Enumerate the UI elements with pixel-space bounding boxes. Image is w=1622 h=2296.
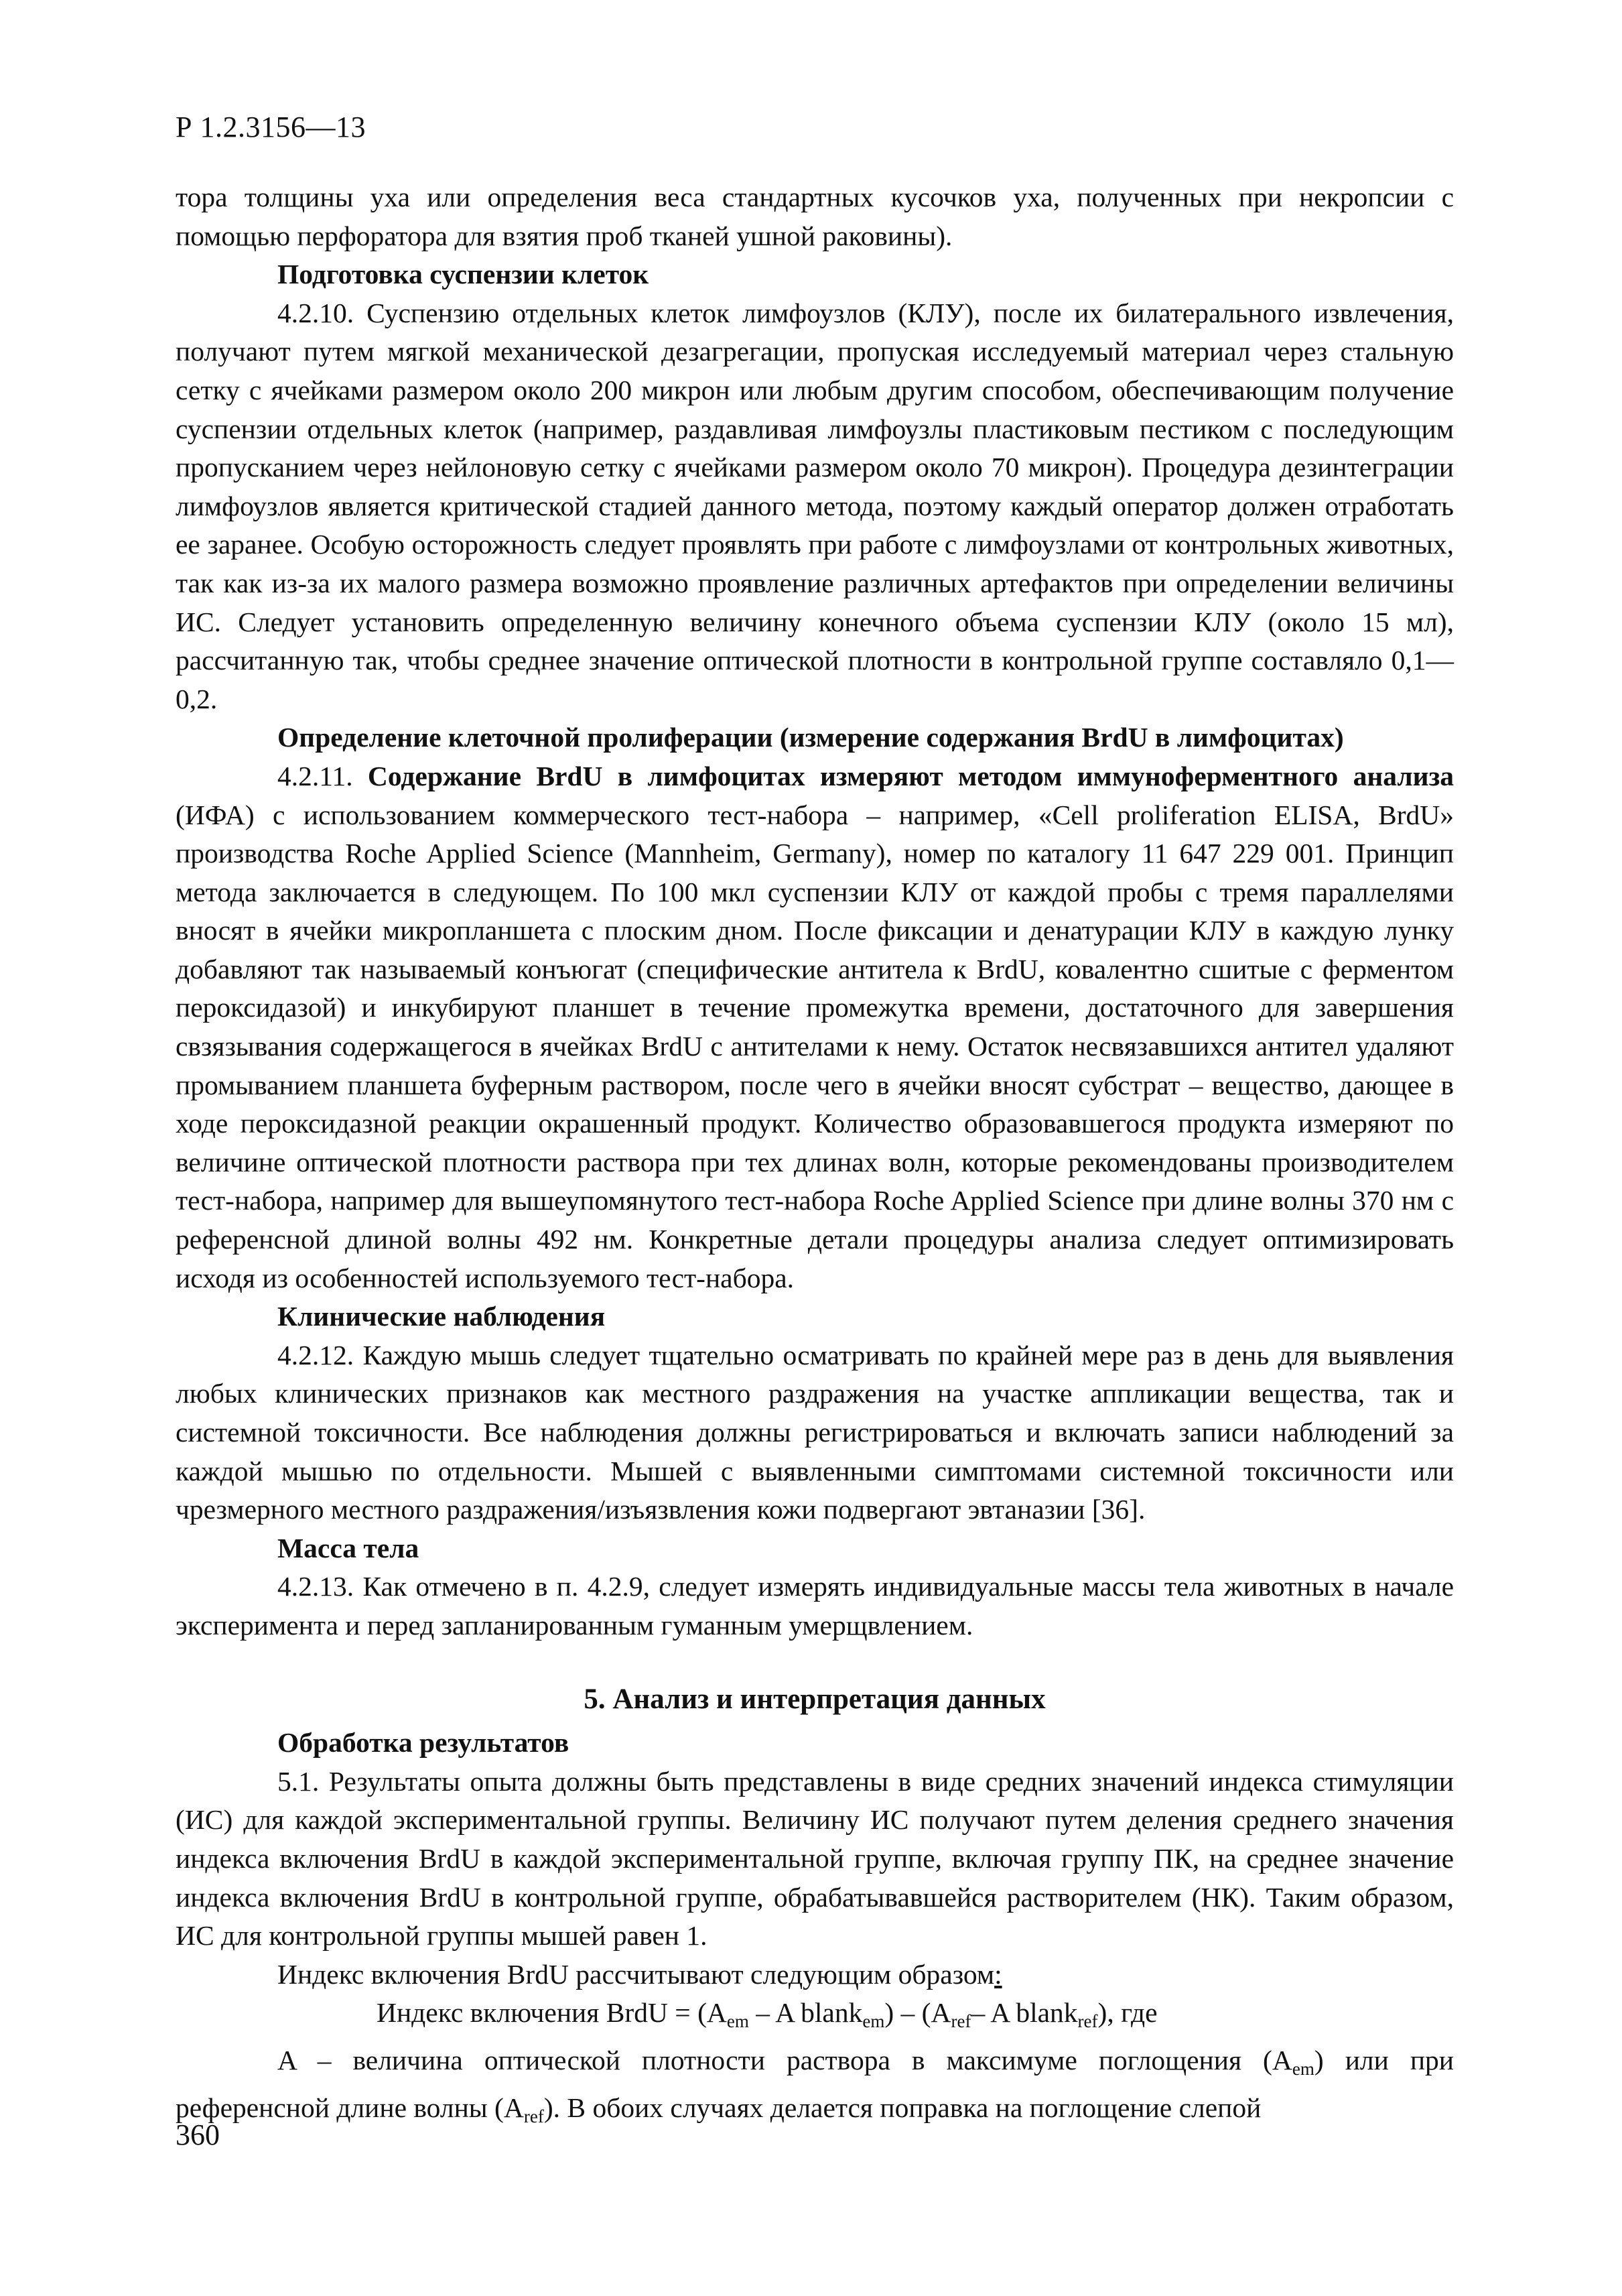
definition-part-a: A – величина оптической плотности раствора в максимуме поглощения (A bbox=[277, 2044, 1292, 2076]
formula-sub-ref: ref bbox=[951, 2011, 971, 2032]
heading-body-mass: Масса тела bbox=[277, 1532, 419, 1564]
formula-sub-em-blank: em bbox=[862, 2011, 885, 2032]
paragraph-4-2-11 bbox=[176, 757, 1454, 1297]
definition-sub-em: em bbox=[1292, 2058, 1314, 2079]
paragraph-number: 4.2.11. bbox=[277, 760, 353, 791]
formula-blank-em: – A blank bbox=[748, 1997, 863, 2029]
paragraph-4-2-12: 4.2.12. Каждую мышь следует тщательно осматривать по крайней мере раз в день для выявления любых клинических признаков как местного раздражения на участке аппликации вещества, так и системной токсичности. Все наблюдения должны регистрироваться и включать записи наблюдений за каждой мышью по отдельности. Мышей с выявленными симптомами системной токсичности или чрезмерного местного раздражения/изъязвления кожи подвергают эвтаназии [36]. bbox=[176, 1339, 1454, 1525]
document-code: Р 1.2.3156—13 bbox=[176, 111, 366, 143]
paragraph-body: (ИФА) с использованием коммерческого тест-набора – например, «Cell proliferation ELISA, BrdU» производства Roche Applied Science (Mannheim, Germany), номер по каталогу 11 647 229 001. Принцип метода заключается в следующем. По 100 мкл суспензии КЛУ от каждой пробы с тремя параллелями вносят в ячейки микропланшета с плоским дном. После фиксации и денатурации КЛУ в каждую лунку добавляют так называемый конъюгат (специфические антитела к BrdU, ковалентно сшитые с ферментом пероксидазой) и инкубируют планшет в течение промежутка времени, достаточного для завершения свзязывания содержащегося в ячейках BrdU с антителами к нему. Остаток несвязавшихся антител удаляют промыванием планшета буферным раствором, после чего в ячейки вносят субстрат – вещество, дающее в ходе пероксидазной реакции окрашенный продукт. Количество образовавшегося продукта измеряют по величине оптической плотности раствора при тех длинах волн, которые рекомендованы производителем тест-набора, например для вышеупомянутого тест-набора Roche Applied Science при длине волны 370 нм с референсной длиной волны 492 нм. Конкретные детали процедуры анализа следует оптимизировать исходя из особенностей используемого тест-набора. bbox=[176, 799, 1454, 1293]
paragraph-4-2-13: 4.2.13. Как отмечено в п. 4.2.9, следует измерять индивидуальные массы тела животных в начале эксперимента и перед запланированным гуманным умерщвлением. bbox=[176, 1571, 1454, 1641]
index-intro bbox=[176, 1956, 1454, 1994]
index-intro-colon: : bbox=[994, 1958, 1002, 1990]
heading-clinical-observations: Клинические наблюдения bbox=[277, 1301, 606, 1332]
heading-proliferation: Определение клеточной пролиферации (измерение содержания BrdU в лимфоцитах) bbox=[277, 722, 1344, 753]
heading-results-processing: Обработка результатов bbox=[277, 1727, 569, 1759]
section-title-analysis: 5. Анализ и интерпретация данных bbox=[584, 1683, 1046, 1715]
body-text bbox=[176, 178, 1454, 2136]
heading-cell-suspension: Подготовка суспензии клеток bbox=[277, 259, 649, 290]
definition-part-c: ). В обоих случаях делается поправка на поглощение слепой bbox=[543, 2092, 1262, 2123]
definition-sub-ref: ref bbox=[523, 2106, 544, 2126]
brdu-index-formula bbox=[176, 1994, 1454, 2041]
formula-definition bbox=[176, 2041, 1454, 2136]
formula-sub-ref-blank: ref bbox=[1077, 2011, 1098, 2032]
formula-end: ), где bbox=[1097, 1997, 1158, 2029]
formula-blank-ref: – A blank bbox=[971, 1997, 1078, 2029]
formula-lhs: Индекс включения BrdU = (A bbox=[377, 1997, 727, 2029]
definition-part-b: ) или при референсной длине волны (A bbox=[176, 2044, 1454, 2123]
continuation-paragraph: тора толщины уха или определения веса стандартных кусочков уха, полученных при некропсии с помощью перфоратора для взятия проб тканей ушной раковины). bbox=[176, 182, 1454, 251]
formula-sub-em: em bbox=[726, 2011, 749, 2032]
formula-minus-ref: ) – (A bbox=[884, 1997, 951, 2029]
paragraph-5-1: 5.1. Результаты опыта должны быть представлены в виде средних значений индекса стимуляции (ИС) для каждой экспериментальной группы. Величину ИС получают путем деления среднего значения индекса включения BrdU в каждой экспериментальной группе, включая группу ПК, на среднее значение индекса включения BrdU в контрольной группе, обрабатывавшейся растворителем (НК). Таким образом, ИС для контрольной группы мышей равен 1. bbox=[176, 1765, 1454, 1952]
index-intro-text: Индекс включения BrdU рассчитывают следующим образом bbox=[277, 1958, 995, 1990]
paragraph-4-2-10: 4.2.10. Суспензию отдельных клеток лимфоузлов (КЛУ), после их билатерального извлечения, получают путем мягкой механической дезагрегации, пропуская исследуемый материал через стальную сетку с ячейками размером около 200 микрон или любым другим способом, обеспечивающим получение суспензии отдельных клеток (например, раздавливая лимфоузлы пластиковым пестиком с последующим пропусканием через нейлоновую сетку с ячейками размером около 70 микрон). Процедура дезинтеграции лимфоузлов является критической стадией данного метода, поэтому каждый оператор должен отработать ее заранее. Особую осторожность следует проявлять при работе с лимфоузлами от контрольных животных, так как из-за их малого размера возможно проявление различных артефактов при определении величины ИС. Следует установить определенную величину конечного объема суспензии КЛУ (около 15 мл), рассчитанную так, чтобы среднее значение оптической плотности в контрольной группе составляло 0,1—0,2. bbox=[176, 297, 1454, 714]
bold-lead: Содержание BrdU в лимфоцитах измеряют методом иммуноферментного анализа bbox=[367, 760, 1455, 791]
page-number: 360 bbox=[176, 2118, 220, 2151]
